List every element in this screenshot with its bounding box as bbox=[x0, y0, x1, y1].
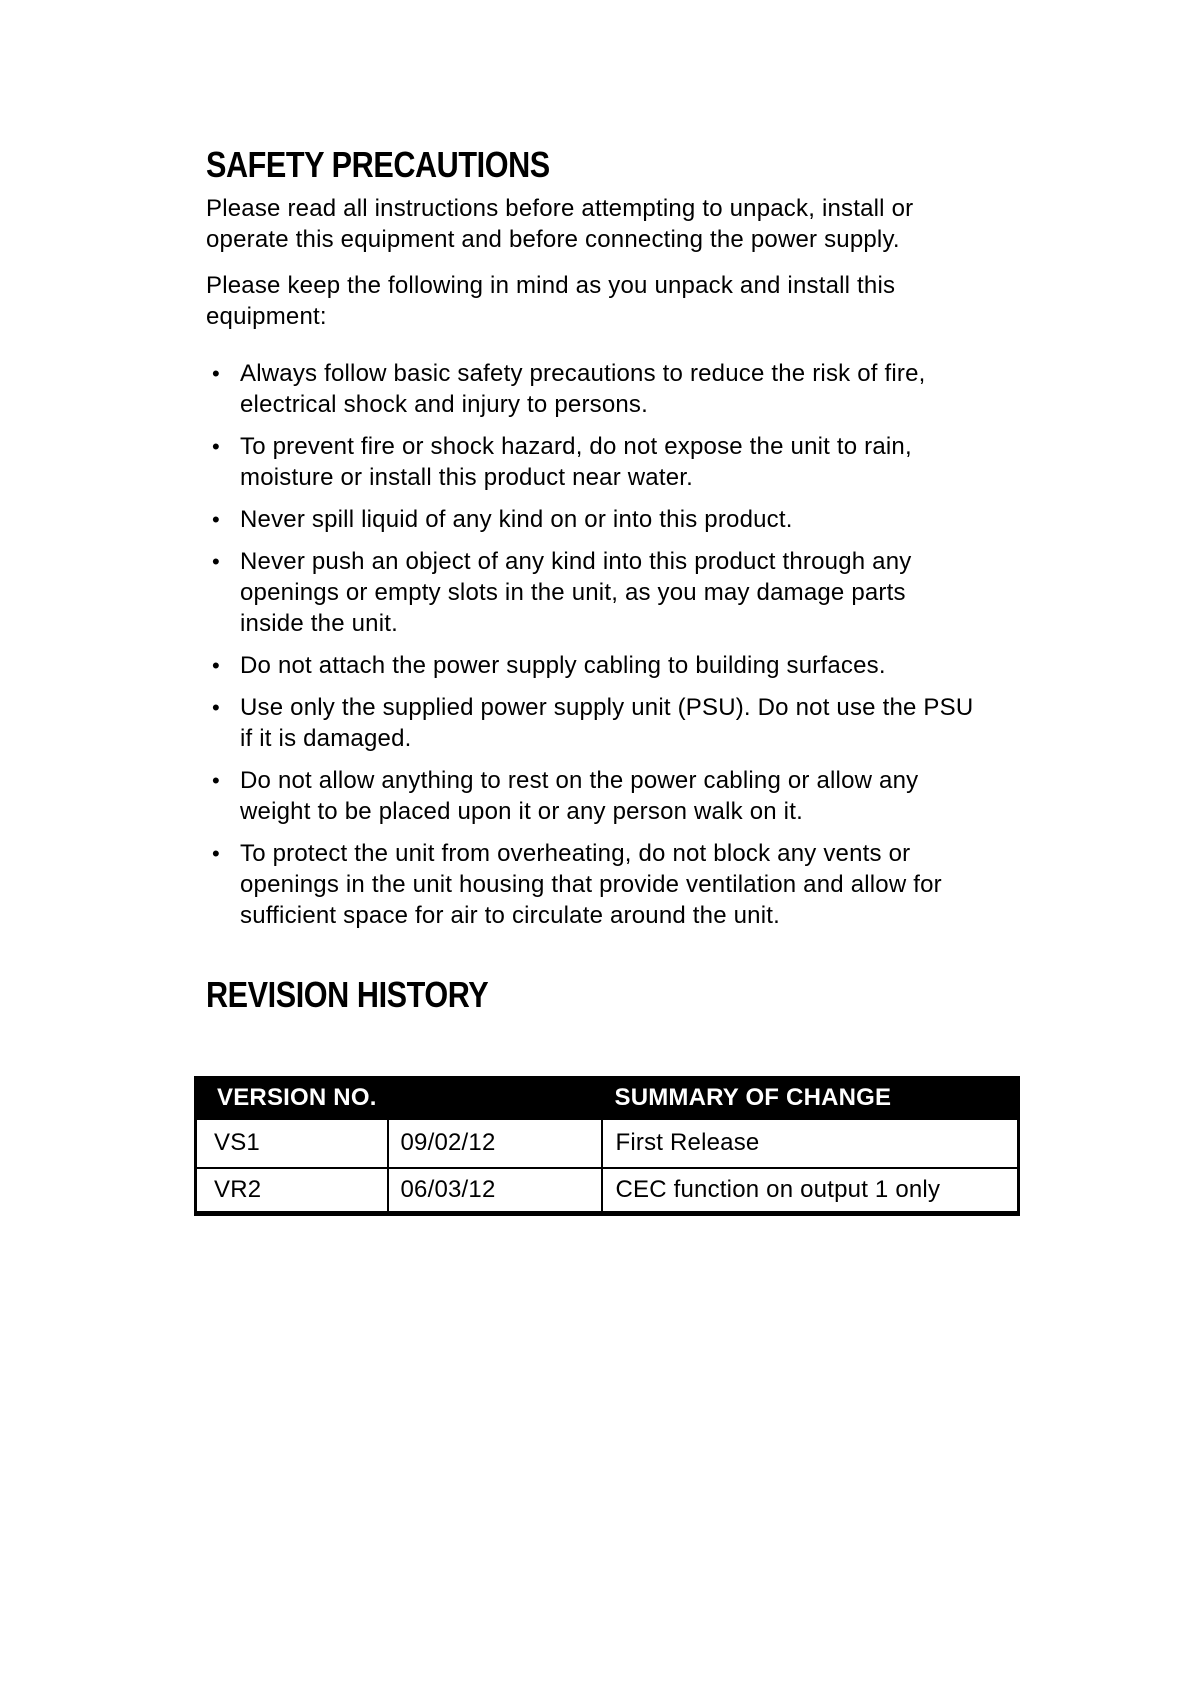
table-row bbox=[196, 1168, 1019, 1214]
bullet-line: moisture or install this product near water. bbox=[240, 464, 693, 491]
paragraph-line: equipment: bbox=[206, 303, 327, 330]
summary-cell: CEC function on output 1 only bbox=[602, 1168, 1019, 1214]
bullet-line: Do not attach the power supply cabling to building surfaces. bbox=[240, 652, 886, 679]
bullet-icon: • bbox=[212, 768, 220, 793]
bullet-line: openings in the unit housing that provide ventilation and allow for bbox=[240, 871, 942, 898]
version-cell: VR2 bbox=[196, 1168, 388, 1214]
list-item bbox=[206, 838, 1042, 931]
bullet-line: To prevent fire or shock hazard, do not expose the unit to rain, bbox=[240, 433, 912, 460]
version-cell: VS1 bbox=[196, 1119, 388, 1168]
list-item bbox=[206, 765, 1042, 827]
paragraph-line: Please keep the following in mind as you unpack and install this bbox=[206, 272, 896, 299]
paragraph-line: Please read all instructions before attempting to unpack, install or bbox=[206, 195, 914, 222]
bullet-line: To protect the unit from overheating, do not block any vents or bbox=[240, 840, 911, 867]
bullet-line: Always follow basic safety precautions to reduce the risk of fire, bbox=[240, 360, 926, 387]
document-page bbox=[0, 145, 1192, 1685]
list-item bbox=[206, 431, 1042, 493]
bullet-icon: • bbox=[212, 361, 220, 386]
bullet-icon: • bbox=[212, 434, 220, 459]
list-item bbox=[206, 650, 1042, 681]
table-header-version: VERSION NO. bbox=[196, 1078, 602, 1119]
bullet-line: Never spill liquid of any kind on or into this product. bbox=[240, 506, 793, 533]
revision-history-heading: REVISION HISTORY bbox=[206, 974, 489, 1015]
table-header-summary: SUMMARY OF CHANGE bbox=[602, 1078, 1019, 1119]
bullet-icon: • bbox=[212, 549, 220, 574]
list-item bbox=[206, 358, 1042, 420]
bullet-icon: • bbox=[212, 507, 220, 532]
intro-paragraph-1 bbox=[206, 193, 1042, 255]
bullet-icon: • bbox=[212, 695, 220, 720]
bullet-line: electrical shock and injury to persons. bbox=[240, 391, 648, 418]
list-item bbox=[206, 692, 1042, 754]
bullet-line: sufficient space for air to circulate around the unit. bbox=[240, 902, 780, 929]
bullet-line: Use only the supplied power supply unit (PSU). Do not use the PSU bbox=[240, 694, 974, 721]
summary-cell: First Release bbox=[602, 1119, 1019, 1168]
safety-precautions-heading: SAFETY PRECAUTIONS bbox=[206, 144, 550, 185]
bullet-line: inside the unit. bbox=[240, 610, 398, 637]
bullet-line: Do not allow anything to rest on the power cabling or allow any bbox=[240, 767, 919, 794]
safety-bullet-list bbox=[206, 358, 1042, 931]
table-row bbox=[196, 1119, 1019, 1168]
list-item bbox=[206, 546, 1042, 639]
date-cell: 06/03/12 bbox=[388, 1168, 602, 1214]
date-cell: 09/02/12 bbox=[388, 1119, 602, 1168]
intro-paragraph-2 bbox=[206, 270, 1042, 332]
bullet-line: if it is damaged. bbox=[240, 725, 412, 752]
bullet-line: Never push an object of any kind into this product through any bbox=[240, 548, 912, 575]
bullet-line: weight to be placed upon it or any person walk on it. bbox=[240, 798, 803, 825]
list-item bbox=[206, 504, 1042, 535]
paragraph-line: operate this equipment and before connecting the power supply. bbox=[206, 226, 900, 253]
table-header-row bbox=[196, 1078, 1019, 1119]
bullet-line: openings or empty slots in the unit, as you may damage parts bbox=[240, 579, 906, 606]
bullet-icon: • bbox=[212, 841, 220, 866]
revision-history-table bbox=[194, 1076, 1020, 1216]
bullet-icon: • bbox=[212, 653, 220, 678]
page-content bbox=[206, 145, 1042, 1216]
